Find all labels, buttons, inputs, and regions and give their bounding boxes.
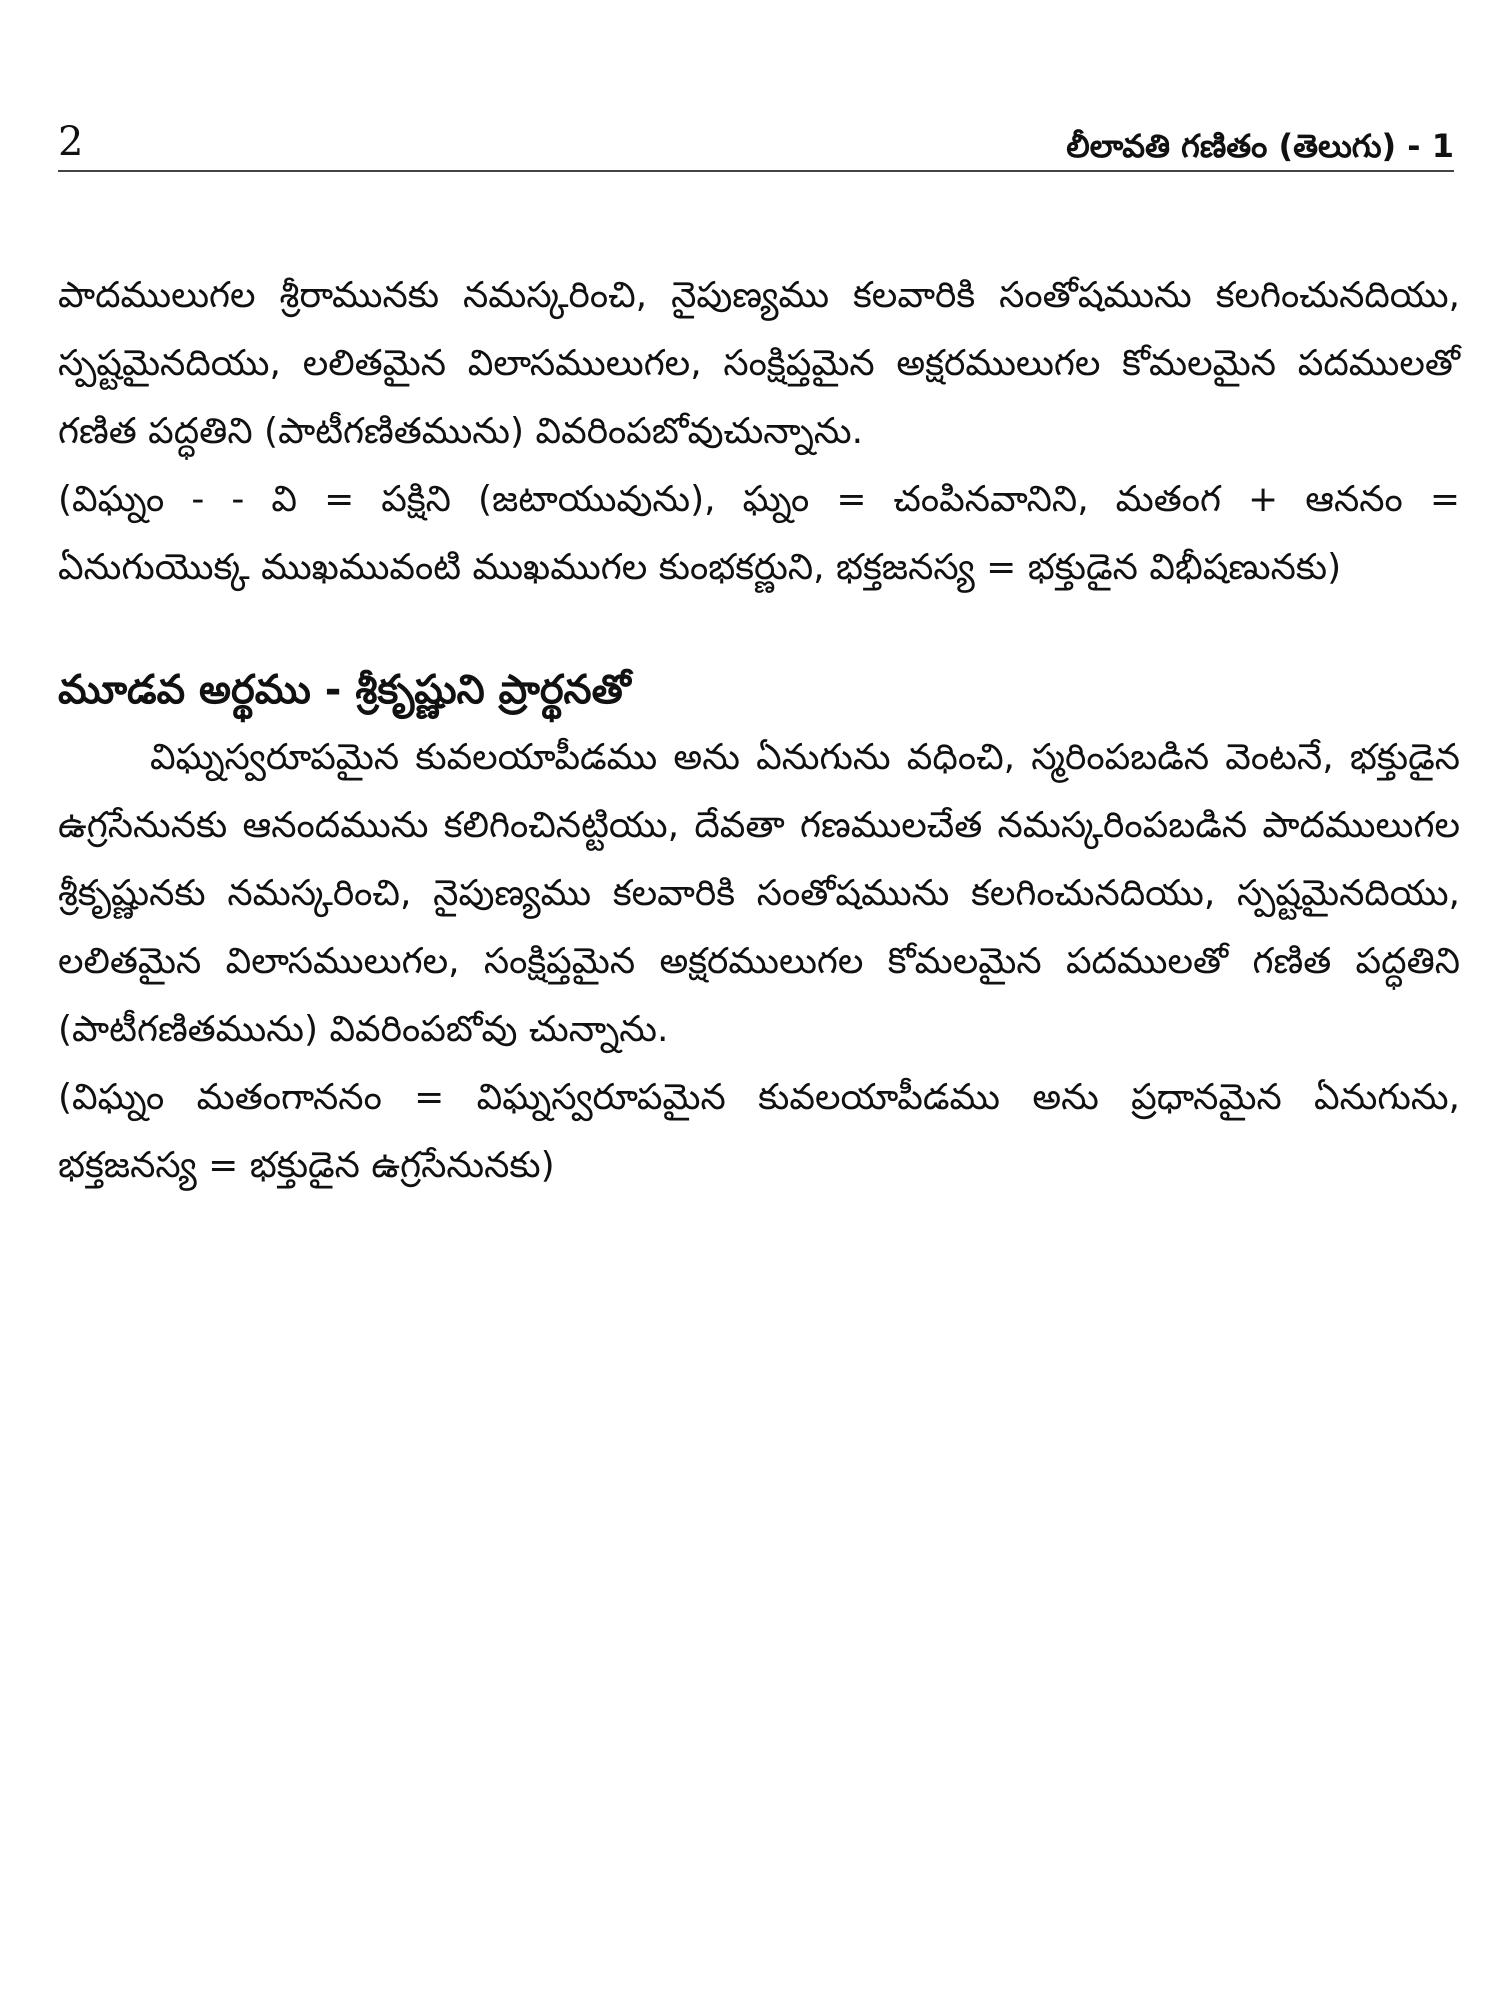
- section-heading: మూడవ అర్థము - శ్రీకృష్ణుని ప్రార్థనతో: [58, 667, 631, 713]
- paragraph-word-meanings-2: (విఘ్నం మతంగాననం = విఘ్నస్వరూపమైన కువలయాపీడము అను ప్రధానమైన ఏనుగును, భక్తజనస్య = భక్తుడైన ఉగ్రసేనునకు): [58, 1077, 1460, 1186]
- running-title: లీలావతి గణితం (తెలుగు) - 1: [1066, 127, 1454, 165]
- paragraph-continuation: పాదములుగల శ్రీరామునకు నమస్కరించి, నైపుణ్యము కలవారికి సంతోషమును కలగించునదియు, స్పష్టమైనదియు, లలితమైన విలాసములుగల, సంక్షిప్తమైన అక్షరములుగల కోమలమైన పదములతో గణిత పద్ధతిని (పాటీగణితమును) వివరింపబోవుచున్నాను.: [58, 275, 1460, 452]
- page-number: 2: [58, 119, 84, 165]
- paragraph-word-meanings-1: (విఘ్నం - - వి = పక్షిని (జటాయువును), ఘ్నం = చంపినవానిని, మతంగ + ఆననం = ఏనుగుయొక్క ముఖమువంటి ముఖముగల కుంభకర్ణుని, భక్తజనస్య = భక్తుడైన విభీషణునకు): [58, 479, 1460, 588]
- page-content: [58, 262, 1460, 1200]
- paragraph-krishna-prayer: విఘ్నస్వరూపమైన కువలయాపీడము అను ఏనుగును వధించి, స్మరింపబడిన వెంటనే, భక్తుడైన ఉగ్రసేనునకు ఆనందమును కలిగించినట్టియు, దేవతా గణములచేత నమస్కరింపబడిన పాదములుగల శ్రీకృష్ణునకు నమస్కరించి, నైపుణ్యము కలవారికి సంతోషమును కలగించునదియు, స్పష్టమైనదియు, లలితమైన విలాసములుగల, సంక్షిప్తమైన అక్షరములుగల కోమలమైన పదములతో గణిత పద్ధతిని (పాటీగణితమును) వివరింపబోవు చున్నాను.: [58, 737, 1460, 1050]
- page-header: [58, 108, 1454, 172]
